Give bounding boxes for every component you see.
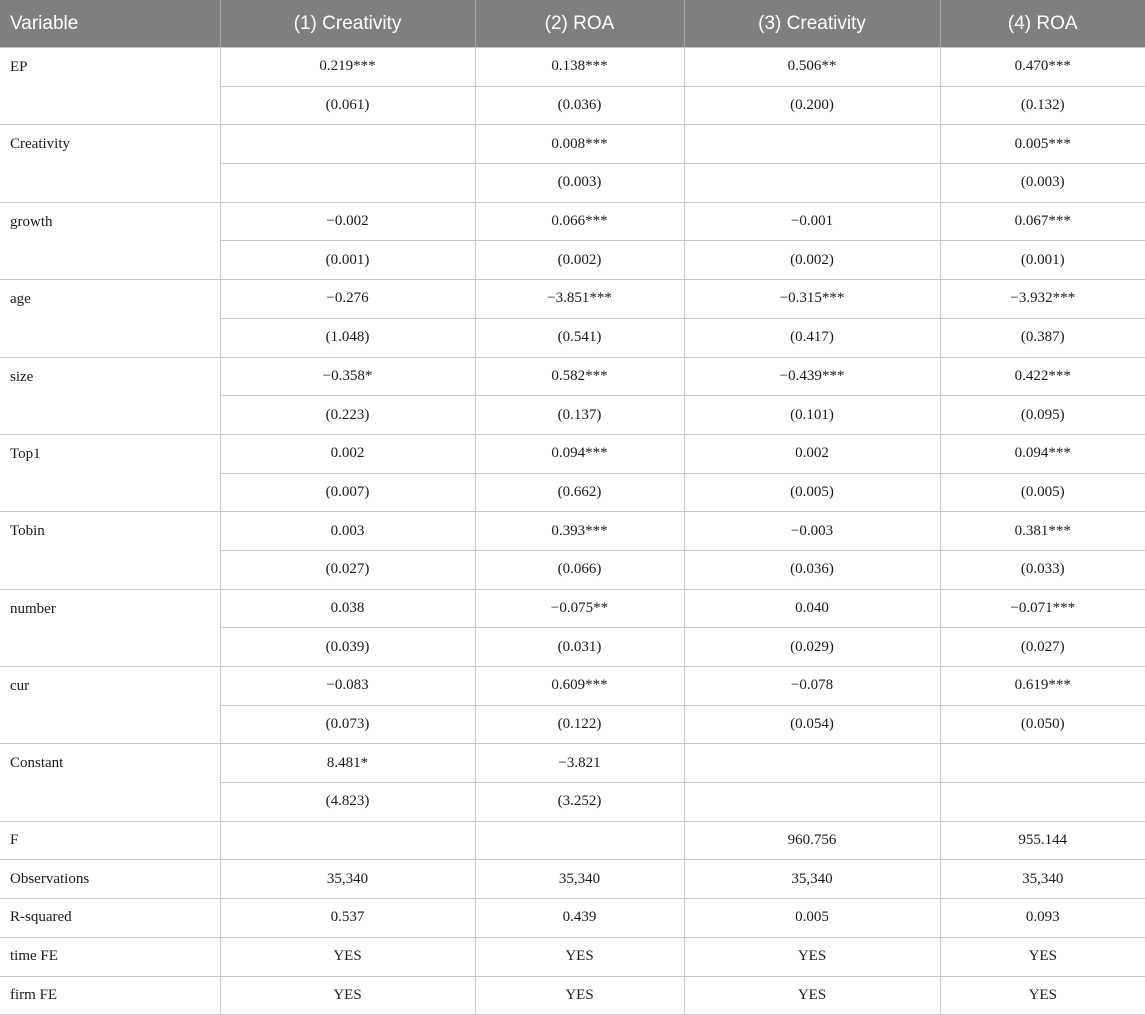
se-cell: (0.036) — [684, 550, 940, 589]
header-variable: Variable — [0, 0, 220, 48]
stat-cell: YES — [475, 976, 684, 1015]
coef-cell: 0.067*** — [940, 202, 1145, 241]
table-row-coef — [0, 48, 1145, 87]
se-cell: (0.137) — [475, 396, 684, 435]
se-cell: (4.823) — [220, 783, 475, 822]
se-cell: (3.252) — [475, 783, 684, 822]
coef-cell: 0.002 — [684, 434, 940, 473]
table-row-coef — [0, 744, 1145, 783]
coef-cell — [940, 744, 1145, 783]
variable-name: Top1 — [0, 434, 220, 511]
stat-cell: YES — [684, 937, 940, 976]
stat-name: F — [0, 821, 220, 860]
stat-cell: 0.537 — [220, 899, 475, 938]
stat-cell: 35,340 — [475, 860, 684, 899]
variable-name: Constant — [0, 744, 220, 821]
stat-cell — [220, 821, 475, 860]
coef-cell: 0.470*** — [940, 48, 1145, 87]
coef-cell: 0.619*** — [940, 667, 1145, 706]
coef-cell: −3.851*** — [475, 280, 684, 319]
coef-cell: 0.008*** — [475, 125, 684, 164]
stat-cell: 35,340 — [684, 860, 940, 899]
se-cell: (0.039) — [220, 628, 475, 667]
se-cell: (0.001) — [220, 241, 475, 280]
header-col-4: (4) ROA — [940, 0, 1145, 48]
coef-cell: 0.138*** — [475, 48, 684, 87]
coef-cell: −0.071*** — [940, 589, 1145, 628]
se-cell: (0.101) — [684, 396, 940, 435]
stat-cell: YES — [220, 976, 475, 1015]
coef-cell: 0.040 — [684, 589, 940, 628]
coef-cell — [684, 125, 940, 164]
se-cell: (1.048) — [220, 318, 475, 357]
stat-cell: 0.439 — [475, 899, 684, 938]
coef-cell: −3.821 — [475, 744, 684, 783]
se-cell: (0.002) — [475, 241, 684, 280]
se-cell: (0.003) — [475, 164, 684, 203]
stat-cell: 0.005 — [684, 899, 940, 938]
stat-cell: 955.144 — [940, 821, 1145, 860]
coef-cell: −3.932*** — [940, 280, 1145, 319]
table-row-stat — [0, 860, 1145, 899]
coef-cell: −0.003 — [684, 512, 940, 551]
se-cell: (0.005) — [940, 473, 1145, 512]
coef-cell: 0.422*** — [940, 357, 1145, 396]
stat-cell: 0.093 — [940, 899, 1145, 938]
se-cell: (0.095) — [940, 396, 1145, 435]
se-cell: (0.073) — [220, 705, 475, 744]
table-row-coef — [0, 434, 1145, 473]
table-row-coef — [0, 357, 1145, 396]
coef-cell: 0.005*** — [940, 125, 1145, 164]
stat-cell: 35,340 — [220, 860, 475, 899]
variable-name: number — [0, 589, 220, 666]
coef-cell: −0.001 — [684, 202, 940, 241]
table-row-coef — [0, 125, 1145, 164]
table-row-coef — [0, 202, 1145, 241]
coef-cell: −0.315*** — [684, 280, 940, 319]
variable-name: EP — [0, 48, 220, 125]
stat-cell: YES — [220, 937, 475, 976]
se-cell: (0.662) — [475, 473, 684, 512]
se-cell: (0.036) — [475, 86, 684, 125]
se-cell — [940, 783, 1145, 822]
se-cell: (0.002) — [684, 241, 940, 280]
se-cell: (0.541) — [475, 318, 684, 357]
se-cell: (0.033) — [940, 550, 1145, 589]
coef-cell: −0.439*** — [684, 357, 940, 396]
stat-cell: YES — [940, 976, 1145, 1015]
coef-cell: −0.078 — [684, 667, 940, 706]
coef-cell: −0.083 — [220, 667, 475, 706]
stat-name: firm FE — [0, 976, 220, 1015]
header-col-3: (3) Creativity — [684, 0, 940, 48]
se-cell: (0.007) — [220, 473, 475, 512]
header-col-2: (2) ROA — [475, 0, 684, 48]
stat-cell: 960.756 — [684, 821, 940, 860]
se-cell — [684, 164, 940, 203]
se-cell: (0.005) — [684, 473, 940, 512]
coef-cell: −0.358* — [220, 357, 475, 396]
stat-name: R-squared — [0, 899, 220, 938]
se-cell — [220, 164, 475, 203]
coef-cell — [684, 744, 940, 783]
se-cell: (0.387) — [940, 318, 1145, 357]
stat-name: time FE — [0, 937, 220, 976]
variable-name: Tobin — [0, 512, 220, 589]
table-row-coef — [0, 589, 1145, 628]
se-cell: (0.132) — [940, 86, 1145, 125]
coef-cell: 0.609*** — [475, 667, 684, 706]
variable-name: size — [0, 357, 220, 434]
variable-name: Creativity — [0, 125, 220, 202]
se-cell: (0.029) — [684, 628, 940, 667]
coef-cell: 0.094*** — [940, 434, 1145, 473]
se-cell: (0.050) — [940, 705, 1145, 744]
header-row — [0, 0, 1145, 48]
header-col-1: (1) Creativity — [220, 0, 475, 48]
table-row-stat — [0, 976, 1145, 1015]
coef-cell: −0.276 — [220, 280, 475, 319]
se-cell: (0.001) — [940, 241, 1145, 280]
coef-cell: 0.393*** — [475, 512, 684, 551]
coef-cell: −0.002 — [220, 202, 475, 241]
variable-name: age — [0, 280, 220, 357]
stat-cell — [475, 821, 684, 860]
table-row-stat — [0, 821, 1145, 860]
table-row-coef — [0, 280, 1145, 319]
stat-cell: YES — [475, 937, 684, 976]
se-cell: (0.066) — [475, 550, 684, 589]
table-row-coef — [0, 667, 1145, 706]
se-cell: (0.061) — [220, 86, 475, 125]
se-cell: (0.027) — [220, 550, 475, 589]
coef-cell: 0.582*** — [475, 357, 684, 396]
table-body — [0, 48, 1145, 1015]
se-cell: (0.031) — [475, 628, 684, 667]
table-row-stat — [0, 899, 1145, 938]
coef-cell: 0.094*** — [475, 434, 684, 473]
table-row-coef — [0, 512, 1145, 551]
coef-cell: 0.506** — [684, 48, 940, 87]
coef-cell: 0.003 — [220, 512, 475, 551]
coef-cell: 0.219*** — [220, 48, 475, 87]
table-row-stat — [0, 937, 1145, 976]
variable-name: growth — [0, 202, 220, 279]
se-cell: (0.200) — [684, 86, 940, 125]
se-cell: (0.054) — [684, 705, 940, 744]
stat-cell: YES — [684, 976, 940, 1015]
se-cell: (0.122) — [475, 705, 684, 744]
coef-cell: 8.481* — [220, 744, 475, 783]
stat-cell: YES — [940, 937, 1145, 976]
se-cell: (0.003) — [940, 164, 1145, 203]
coef-cell — [220, 125, 475, 164]
coef-cell: 0.002 — [220, 434, 475, 473]
stat-cell: 35,340 — [940, 860, 1145, 899]
coef-cell: 0.381*** — [940, 512, 1145, 551]
stat-name: Observations — [0, 860, 220, 899]
se-cell: (0.027) — [940, 628, 1145, 667]
coef-cell: −0.075** — [475, 589, 684, 628]
variable-name: cur — [0, 667, 220, 744]
coef-cell: 0.066*** — [475, 202, 684, 241]
se-cell: (0.417) — [684, 318, 940, 357]
coef-cell: 0.038 — [220, 589, 475, 628]
se-cell — [684, 783, 940, 822]
se-cell: (0.223) — [220, 396, 475, 435]
